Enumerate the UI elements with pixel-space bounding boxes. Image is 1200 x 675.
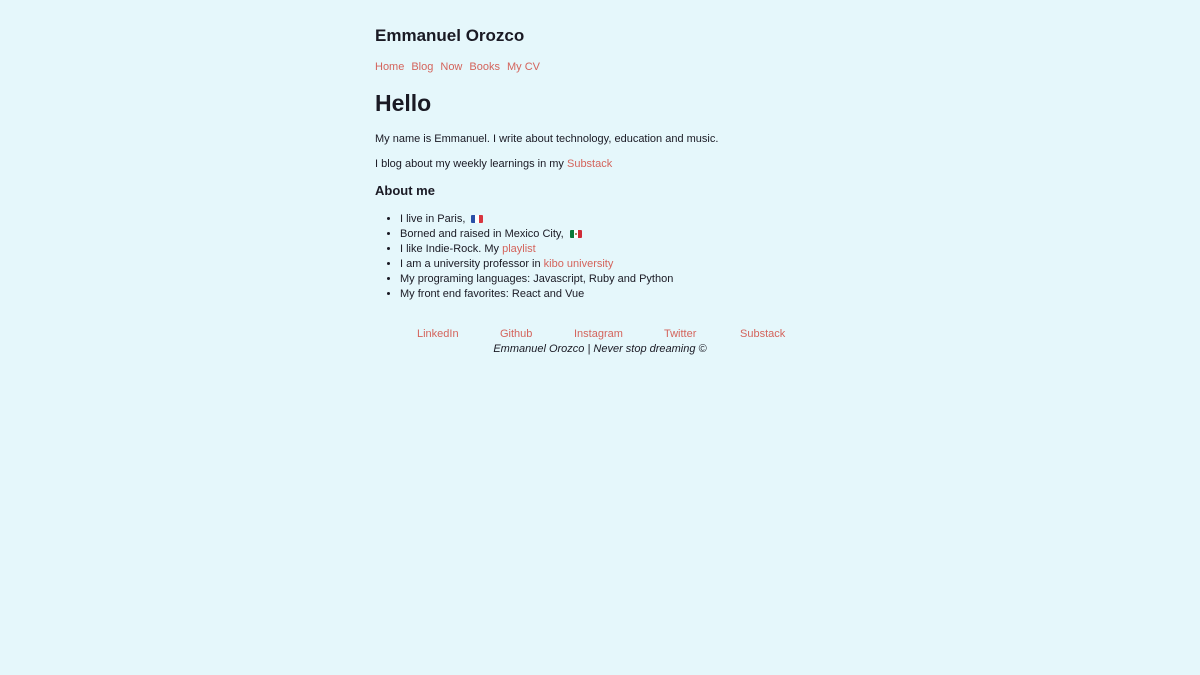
nav-item-home[interactable]: Home	[375, 61, 405, 73]
list-item	[400, 257, 673, 272]
footer-twitter-link[interactable]: Twitter	[664, 328, 697, 340]
footer-substack-link[interactable]: Substack	[740, 328, 786, 340]
blog-line-text: I blog about my weekly learnings in my	[375, 158, 567, 170]
footer-linkedin-link[interactable]: LinkedIn	[417, 328, 459, 340]
nav-item-blog[interactable]: Blog	[411, 61, 434, 73]
footer-instagram-link[interactable]: Instagram	[574, 328, 623, 340]
main-nav	[375, 59, 547, 75]
list-item-text: My front end favorites: React and Vue	[400, 288, 585, 300]
blog-line	[375, 156, 612, 172]
site-title[interactable]: Emmanuel Orozco	[375, 26, 525, 45]
list-item	[400, 287, 673, 302]
nav-item-cv[interactable]: My CV	[506, 61, 540, 73]
mexico-flag-icon	[570, 230, 582, 238]
list-item-text: I am a university professor in	[400, 258, 544, 270]
footer-github-link[interactable]: Github	[500, 328, 533, 340]
list-item-text: I live in Paris,	[400, 213, 469, 225]
intro-text: My name is Emmanuel. I write about technology, education and music.	[375, 133, 719, 145]
list-item	[400, 227, 673, 242]
footer-copyright: Emmanuel Orozco | Never stop dreaming ©	[493, 343, 707, 355]
nav-item-now[interactable]: Now	[440, 61, 463, 73]
page-heading: Hello	[375, 90, 432, 116]
about-list	[375, 212, 673, 302]
list-item	[400, 242, 673, 257]
list-item-text: I like Indie-Rock. My	[400, 243, 503, 255]
list-item-text: Borned and raised in Mexico City,	[400, 228, 567, 240]
playlist-link[interactable]: playlist	[502, 243, 536, 255]
nav-item-books[interactable]: Books	[469, 61, 500, 73]
kibo-university-link[interactable]: kibo university	[543, 258, 614, 270]
list-item	[400, 272, 673, 287]
substack-link[interactable]: Substack	[566, 158, 613, 170]
list-item-text: My programing languages: Javascript, Ruby and Python	[400, 273, 674, 285]
about-heading: About me	[375, 183, 435, 198]
list-item	[400, 212, 673, 227]
france-flag-icon	[471, 215, 483, 223]
